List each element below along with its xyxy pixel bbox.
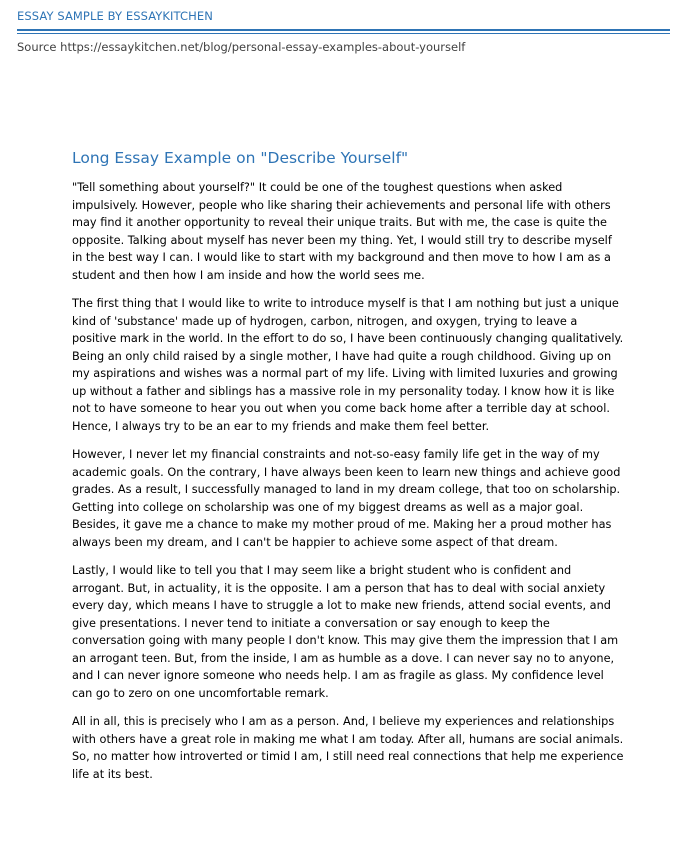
header-title: ESSAY SAMPLE BY ESSAYKITCHEN <box>17 9 213 23</box>
essay-body <box>72 148 624 794</box>
header-rule-thin <box>17 33 670 34</box>
header-rule-thick <box>17 29 670 31</box>
essay-title: Long Essay Example on "Describe Yourself" <box>72 149 409 167</box>
essay-paragraph: However, I never let my financial constraints and not-so-easy family life get in the way of my academic goals. On the contrary, I have always been keen to learn new things and achieve good grades. As a result, I successfully managed to land in my dream college, that too on scholarship. Getting into college on scholarship was one of my biggest dreams as well as a major goal. Besides, it gave me a chance to make my mother proud of me. Making her a proud mother has always been my dream, and I can't be happier to achieve some aspect of that dream. <box>72 448 621 549</box>
essay-paragraph: "Tell something about yourself?" It could be one of the toughest questions when asked impulsively. However, people who like sharing their achievements and personal life with others may find it another opportunity to reveal their unique traits. But with me, the case is quite the opposite. Talking about myself has never been my thing. Yet, I would still try to describe myself in the best way I can. I would like to start with my background and then move to how I am as a student and then how I am inside and how the world sees me. <box>72 181 612 282</box>
essay-paragraph: The first thing that I would like to write to introduce myself is that I am nothing but just a unique kind of 'substance' made up of hydrogen, carbon, nitrogen, and oxygen, trying to leave a positive mark in the world. In the effort to do so, I have been continuously changing qualitatively. Being an only child raised by a single mother, I have had quite a rough childhood. Giving up on my aspirations and wishes was a normal part of my life. Living with limited luxuries and growing up without a father and siblings has a massive role in my personality today. I know how it is like not to have someone to hear you out when you come back home after a terrible day at school. Hence, I always try to be an ear to my friends and make them feel better. <box>72 297 624 433</box>
source-line: Source https://essaykitchen.net/blog/personal-essay-examples-about-yourself <box>17 40 466 54</box>
essay-paragraph: All in all, this is precisely who I am as a person. And, I believe my experiences and relationships with others have a great role in making me what I am today. After all, humans are social animals. So, no matter how introverted or timid I am, I still need real connections that help me experience life at its best. <box>72 715 624 781</box>
essay-paragraph: Lastly, I would like to tell you that I may seem like a bright student who is confident and arrogant. But, in actuality, it is the opposite. I am a person that has to deal with social anxiety every day, which means I have to struggle a lot to make new friends, attend social events, and give presentations. I never tend to initiate a conversation or say enough to keep the conversation going with many people I don't know. This may give them the impression that I am an arrogant teen. But, from the inside, I am as humble as a dove. I can never say no to anyone, and I can never ignore someone who needs help. I am as fragile as glass. My confidence level can go to zero on one uncomfortable remark. <box>72 564 619 700</box>
